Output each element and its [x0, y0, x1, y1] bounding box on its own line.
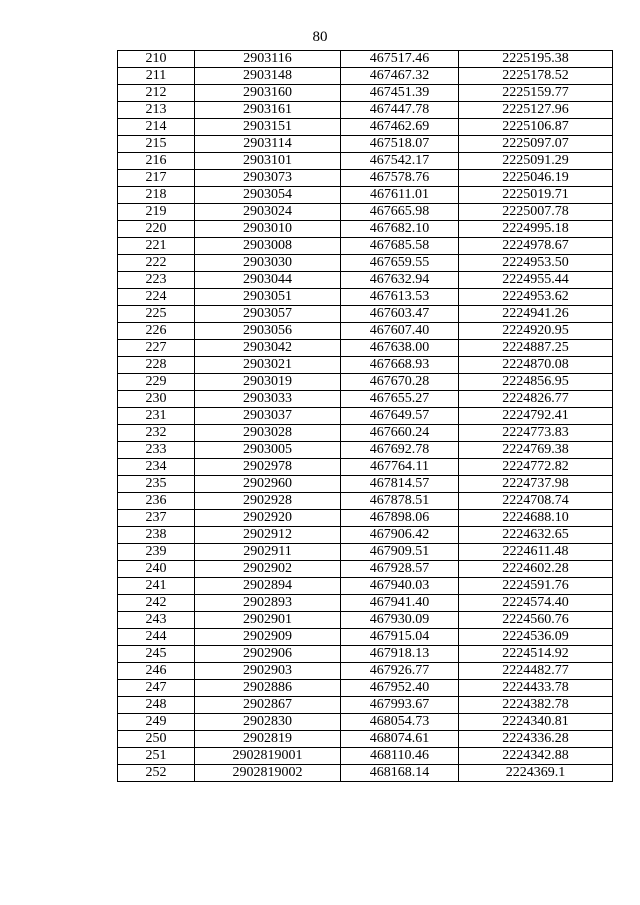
table-row	[118, 204, 613, 221]
table-body	[118, 51, 613, 782]
x-coordinate-cell: 467542.17	[341, 153, 459, 170]
y-coordinate-cell: 2225097.07	[459, 136, 613, 153]
point-number-cell: 218	[118, 187, 195, 204]
x-coordinate-cell: 468074.61	[341, 731, 459, 748]
x-coordinate-cell: 467906.42	[341, 527, 459, 544]
table-row	[118, 153, 613, 170]
table-row	[118, 578, 613, 595]
table-row	[118, 374, 613, 391]
point-id-cell: 2902893	[195, 595, 341, 612]
table-row	[118, 323, 613, 340]
y-coordinate-cell: 2224978.67	[459, 238, 613, 255]
x-coordinate-cell: 467764.11	[341, 459, 459, 476]
point-id-cell: 2902867	[195, 697, 341, 714]
table-row	[118, 170, 613, 187]
table-row	[118, 408, 613, 425]
table-row	[118, 391, 613, 408]
point-id-cell: 2902912	[195, 527, 341, 544]
page-number: 80	[312, 29, 328, 45]
y-coordinate-cell: 2224514.92	[459, 646, 613, 663]
y-coordinate-cell: 2224340.81	[459, 714, 613, 731]
point-number-cell: 229	[118, 374, 195, 391]
point-number-cell: 238	[118, 527, 195, 544]
x-coordinate-cell: 467878.51	[341, 493, 459, 510]
point-id-cell: 2903028	[195, 425, 341, 442]
table-row	[118, 187, 613, 204]
point-id-cell: 2903101	[195, 153, 341, 170]
y-coordinate-cell: 2224773.83	[459, 425, 613, 442]
table-row	[118, 612, 613, 629]
x-coordinate-cell: 467898.06	[341, 510, 459, 527]
point-number-cell: 232	[118, 425, 195, 442]
point-id-cell: 2903019	[195, 374, 341, 391]
table-row	[118, 425, 613, 442]
point-number-cell: 236	[118, 493, 195, 510]
point-id-cell: 2902928	[195, 493, 341, 510]
point-number-cell: 215	[118, 136, 195, 153]
table-row	[118, 221, 613, 238]
point-number-cell: 251	[118, 748, 195, 765]
point-id-cell: 2902903	[195, 663, 341, 680]
point-id-cell: 2902978	[195, 459, 341, 476]
x-coordinate-cell: 467993.67	[341, 697, 459, 714]
point-number-cell: 225	[118, 306, 195, 323]
y-coordinate-cell: 2224920.95	[459, 323, 613, 340]
table-row	[118, 765, 613, 782]
table-row	[118, 476, 613, 493]
point-id-cell: 2903030	[195, 255, 341, 272]
point-id-cell: 2902920	[195, 510, 341, 527]
x-coordinate-cell: 467665.98	[341, 204, 459, 221]
point-number-cell: 252	[118, 765, 195, 782]
x-coordinate-cell: 467655.27	[341, 391, 459, 408]
table-row	[118, 646, 613, 663]
x-coordinate-cell: 467926.77	[341, 663, 459, 680]
point-number-cell: 240	[118, 561, 195, 578]
y-coordinate-cell: 2225091.29	[459, 153, 613, 170]
point-id-cell: 2902909	[195, 629, 341, 646]
y-coordinate-cell: 2225046.19	[459, 170, 613, 187]
point-id-cell: 2903116	[195, 51, 341, 68]
table-row	[118, 272, 613, 289]
y-coordinate-cell: 2224482.77	[459, 663, 613, 680]
point-id-cell: 2902906	[195, 646, 341, 663]
point-id-cell: 2903008	[195, 238, 341, 255]
y-coordinate-cell: 2224382.78	[459, 697, 613, 714]
y-coordinate-cell: 2224953.50	[459, 255, 613, 272]
y-coordinate-cell: 2224792.41	[459, 408, 613, 425]
point-number-cell: 228	[118, 357, 195, 374]
y-coordinate-cell: 2224870.08	[459, 357, 613, 374]
point-number-cell: 237	[118, 510, 195, 527]
table-row	[118, 544, 613, 561]
x-coordinate-cell: 467682.10	[341, 221, 459, 238]
x-coordinate-cell: 467607.40	[341, 323, 459, 340]
point-id-cell: 2903010	[195, 221, 341, 238]
x-coordinate-cell: 467941.40	[341, 595, 459, 612]
x-coordinate-cell: 467670.28	[341, 374, 459, 391]
point-number-cell: 223	[118, 272, 195, 289]
point-number-cell: 244	[118, 629, 195, 646]
table-row	[118, 255, 613, 272]
y-coordinate-cell: 2224560.76	[459, 612, 613, 629]
point-number-cell: 217	[118, 170, 195, 187]
y-coordinate-cell: 2224941.26	[459, 306, 613, 323]
point-id-cell: 2902911	[195, 544, 341, 561]
point-number-cell: 230	[118, 391, 195, 408]
table-row	[118, 595, 613, 612]
y-coordinate-cell: 2224369.1	[459, 765, 613, 782]
y-coordinate-cell: 2224611.48	[459, 544, 613, 561]
table-row	[118, 102, 613, 119]
x-coordinate-cell: 467467.32	[341, 68, 459, 85]
y-coordinate-cell: 2224737.98	[459, 476, 613, 493]
y-coordinate-cell: 2225195.38	[459, 51, 613, 68]
x-coordinate-cell: 467909.51	[341, 544, 459, 561]
table-row	[118, 306, 613, 323]
y-coordinate-cell: 2224953.62	[459, 289, 613, 306]
y-coordinate-cell: 2225007.78	[459, 204, 613, 221]
point-number-cell: 249	[118, 714, 195, 731]
y-coordinate-cell: 2224769.38	[459, 442, 613, 459]
y-coordinate-cell: 2224342.88	[459, 748, 613, 765]
table-row	[118, 119, 613, 136]
y-coordinate-cell: 2224826.77	[459, 391, 613, 408]
point-id-cell: 2903148	[195, 68, 341, 85]
y-coordinate-cell: 2224856.95	[459, 374, 613, 391]
table-row	[118, 357, 613, 374]
point-id-cell: 2903054	[195, 187, 341, 204]
point-number-cell: 216	[118, 153, 195, 170]
point-number-cell: 239	[118, 544, 195, 561]
point-number-cell: 242	[118, 595, 195, 612]
table-row	[118, 510, 613, 527]
x-coordinate-cell: 467692.78	[341, 442, 459, 459]
table-row	[118, 493, 613, 510]
point-id-cell: 2903033	[195, 391, 341, 408]
point-number-cell: 241	[118, 578, 195, 595]
point-number-cell: 235	[118, 476, 195, 493]
point-id-cell: 2902894	[195, 578, 341, 595]
x-coordinate-cell: 468168.14	[341, 765, 459, 782]
point-number-cell: 243	[118, 612, 195, 629]
point-number-cell: 213	[118, 102, 195, 119]
point-id-cell: 2903114	[195, 136, 341, 153]
y-coordinate-cell: 2224591.76	[459, 578, 613, 595]
x-coordinate-cell: 467685.58	[341, 238, 459, 255]
table-row	[118, 680, 613, 697]
y-coordinate-cell: 2224995.18	[459, 221, 613, 238]
table-row	[118, 561, 613, 578]
y-coordinate-cell: 2225106.87	[459, 119, 613, 136]
x-coordinate-cell: 467915.04	[341, 629, 459, 646]
x-coordinate-cell: 467451.39	[341, 85, 459, 102]
point-id-cell: 2903044	[195, 272, 341, 289]
point-id-cell: 2903161	[195, 102, 341, 119]
point-number-cell: 245	[118, 646, 195, 663]
table-row	[118, 85, 613, 102]
point-number-cell: 222	[118, 255, 195, 272]
x-coordinate-cell: 467814.57	[341, 476, 459, 493]
point-number-cell: 221	[118, 238, 195, 255]
x-coordinate-cell: 467659.55	[341, 255, 459, 272]
x-coordinate-cell: 467578.76	[341, 170, 459, 187]
x-coordinate-cell: 467940.03	[341, 578, 459, 595]
point-id-cell: 2902886	[195, 680, 341, 697]
point-id-cell: 2903021	[195, 357, 341, 374]
point-number-cell: 214	[118, 119, 195, 136]
table-row	[118, 340, 613, 357]
y-coordinate-cell: 2225127.96	[459, 102, 613, 119]
point-number-cell: 226	[118, 323, 195, 340]
x-coordinate-cell: 467638.00	[341, 340, 459, 357]
coordinates-table	[117, 50, 613, 782]
x-coordinate-cell: 468110.46	[341, 748, 459, 765]
y-coordinate-cell: 2224536.09	[459, 629, 613, 646]
table-row	[118, 459, 613, 476]
y-coordinate-cell: 2224433.78	[459, 680, 613, 697]
point-id-cell: 2903037	[195, 408, 341, 425]
x-coordinate-cell: 467611.01	[341, 187, 459, 204]
x-coordinate-cell: 467462.69	[341, 119, 459, 136]
table-row	[118, 663, 613, 680]
point-id-cell: 2903051	[195, 289, 341, 306]
table-row	[118, 527, 613, 544]
point-id-cell: 2903151	[195, 119, 341, 136]
point-id-cell: 2903056	[195, 323, 341, 340]
point-id-cell: 2903057	[195, 306, 341, 323]
table-row	[118, 442, 613, 459]
y-coordinate-cell: 2224887.25	[459, 340, 613, 357]
x-coordinate-cell: 467603.47	[341, 306, 459, 323]
point-id-cell: 2903024	[195, 204, 341, 221]
x-coordinate-cell: 467517.46	[341, 51, 459, 68]
point-number-cell: 211	[118, 68, 195, 85]
x-coordinate-cell: 467447.78	[341, 102, 459, 119]
point-number-cell: 234	[118, 459, 195, 476]
y-coordinate-cell: 2224708.74	[459, 493, 613, 510]
table-row	[118, 136, 613, 153]
y-coordinate-cell: 2224955.44	[459, 272, 613, 289]
x-coordinate-cell: 467613.53	[341, 289, 459, 306]
table-row	[118, 629, 613, 646]
point-number-cell: 247	[118, 680, 195, 697]
y-coordinate-cell: 2224688.10	[459, 510, 613, 527]
y-coordinate-cell: 2224602.28	[459, 561, 613, 578]
table-row	[118, 289, 613, 306]
table-row	[118, 731, 613, 748]
point-number-cell: 246	[118, 663, 195, 680]
x-coordinate-cell: 467930.09	[341, 612, 459, 629]
point-id-cell: 2902819002	[195, 765, 341, 782]
x-coordinate-cell: 467668.93	[341, 357, 459, 374]
point-number-cell: 250	[118, 731, 195, 748]
point-id-cell: 2902902	[195, 561, 341, 578]
x-coordinate-cell: 468054.73	[341, 714, 459, 731]
y-coordinate-cell: 2225019.71	[459, 187, 613, 204]
point-id-cell: 2902960	[195, 476, 341, 493]
point-number-cell: 233	[118, 442, 195, 459]
point-number-cell: 219	[118, 204, 195, 221]
point-id-cell: 2903005	[195, 442, 341, 459]
x-coordinate-cell: 467918.13	[341, 646, 459, 663]
point-id-cell: 2902819	[195, 731, 341, 748]
table-row	[118, 68, 613, 85]
table-row	[118, 238, 613, 255]
x-coordinate-cell: 467649.57	[341, 408, 459, 425]
point-number-cell: 220	[118, 221, 195, 238]
table-row	[118, 714, 613, 731]
point-number-cell: 224	[118, 289, 195, 306]
point-id-cell: 2902830	[195, 714, 341, 731]
point-id-cell: 2902901	[195, 612, 341, 629]
table-row	[118, 51, 613, 68]
y-coordinate-cell: 2225178.52	[459, 68, 613, 85]
point-id-cell: 2902819001	[195, 748, 341, 765]
x-coordinate-cell: 467928.57	[341, 561, 459, 578]
y-coordinate-cell: 2224574.40	[459, 595, 613, 612]
y-coordinate-cell: 2224772.82	[459, 459, 613, 476]
table-row	[118, 697, 613, 714]
point-number-cell: 227	[118, 340, 195, 357]
point-number-cell: 212	[118, 85, 195, 102]
y-coordinate-cell: 2225159.77	[459, 85, 613, 102]
x-coordinate-cell: 467632.94	[341, 272, 459, 289]
point-id-cell: 2903160	[195, 85, 341, 102]
x-coordinate-cell: 467660.24	[341, 425, 459, 442]
point-number-cell: 248	[118, 697, 195, 714]
x-coordinate-cell: 467518.07	[341, 136, 459, 153]
y-coordinate-cell: 2224632.65	[459, 527, 613, 544]
table-row	[118, 748, 613, 765]
point-id-cell: 2903073	[195, 170, 341, 187]
point-number-cell: 210	[118, 51, 195, 68]
point-number-cell: 231	[118, 408, 195, 425]
x-coordinate-cell: 467952.40	[341, 680, 459, 697]
point-id-cell: 2903042	[195, 340, 341, 357]
y-coordinate-cell: 2224336.28	[459, 731, 613, 748]
